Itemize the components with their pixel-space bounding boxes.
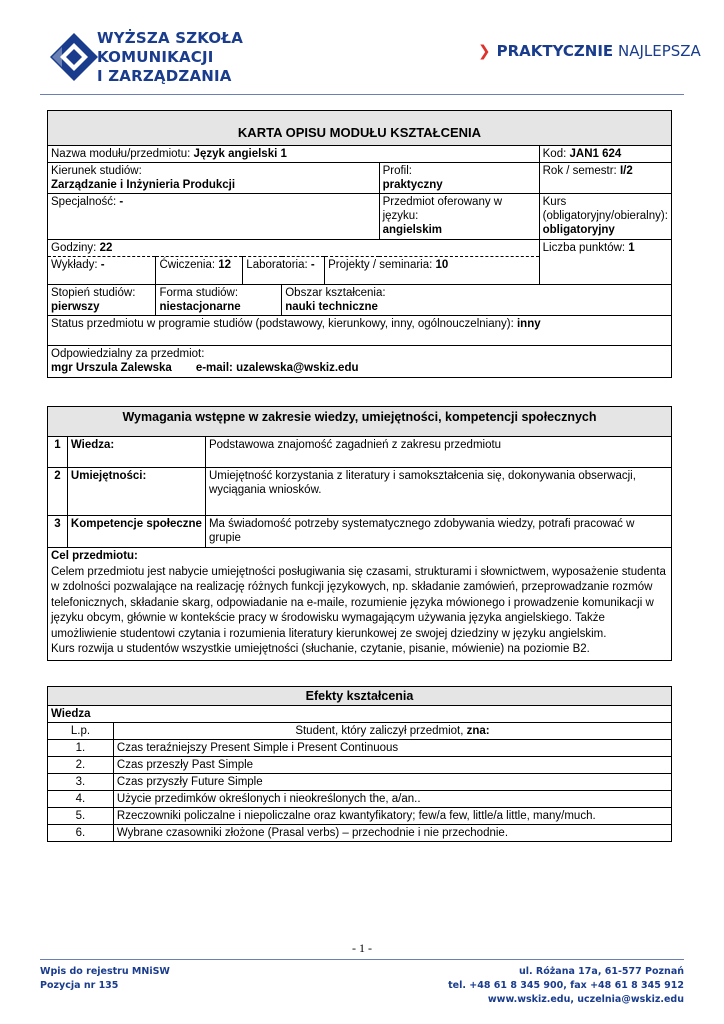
effects-table (47, 686, 672, 842)
direction-label: Kierunek studiów: (51, 165, 142, 177)
projects-label: Projekty / seminaria: (328, 259, 433, 271)
exercises-cell (156, 257, 243, 285)
slogan-bold: PRAKTYCZNIE (496, 42, 614, 60)
effect-num: 1. (48, 740, 114, 757)
course-type-value: obligatoryjny (542, 224, 615, 236)
responsible-label: Odpowiedzialny za przedmiot: (51, 348, 205, 360)
language-cell (379, 194, 539, 240)
year-label: Rok / semestr: (542, 165, 617, 177)
hours-value: 22 (99, 242, 113, 254)
effect-text: Użycie przedimków określonych i nieokreślonych the, a/an.. (113, 791, 671, 808)
phone-fax: tel. +48 61 8 345 900, fax +48 61 8 345 912 (448, 980, 684, 991)
exercises-label: Ćwiczenia: (159, 259, 216, 271)
form-label: Forma studiów: (159, 287, 239, 299)
responsible-cell (48, 346, 672, 378)
effects-section-label: Wiedza (48, 706, 672, 723)
effects-desc-bold: zna: (466, 725, 490, 737)
effect-num: 5. (48, 808, 114, 825)
goal-text: Celem przedmiotu jest nabycie umiejętności posługiwania się czasami, strukturami i słownictwem, wyposażenie studenta w zdolności pozwalające na realizację różnych funkcji językowych, np. składanie zamówień, przeprowadzanie rozmów telefonicznych, składanie skarg, odpowiadanie na e-maile, rozumienie języka mówionego i prowadzenie komunikacji w języku obcym, głównie w kontekście pracy w środowisku wymagającym używania języka angielskiego. Także umożliwienie studentowi czytania i rozumienia literatury kierunkowej ze swojej dziedziny w języku angielskim. (51, 565, 666, 640)
chevron-right-icon: ❯ (478, 42, 491, 60)
code-value: JAN1 624 (569, 148, 622, 160)
direction-cell (48, 163, 380, 194)
points-value: 1 (628, 242, 635, 254)
effect-text: Czas przeszły Past Simple (113, 757, 671, 774)
course-type-label: Kurs (obligatoryjny/obieralny): (542, 196, 668, 222)
points-cell (539, 240, 671, 285)
effect-text: Wybrane czasowniki złożone (Prasal verbs) – przechodnie i nie przechodnie. (113, 825, 671, 842)
school-name-line-3: I ZARZĄDZANIA (97, 67, 232, 85)
lectures-cell (48, 257, 156, 285)
specialty-value: - (119, 196, 124, 208)
projects-cell (325, 257, 539, 285)
contact-info (448, 965, 684, 1007)
area-cell (282, 285, 672, 316)
effect-text: Rzeczowniki policzalne i niepoliczalne oraz kwantyfikatory; few/a few, little/a little, many/much. (113, 808, 671, 825)
profile-cell (379, 163, 539, 194)
registry-line-2: Pozycja nr 135 (40, 980, 119, 991)
effect-num: 4. (48, 791, 114, 808)
goal-text-2: Kurs rozwija u studentów wszystkie umiejętności (słuchanie, czytanie, pisanie, mówienie) na poziomie B2. (51, 643, 590, 655)
registry-line-1: Wpis do rejestru MNiSW (40, 966, 170, 977)
effect-num: 6. (48, 825, 114, 842)
direction-value: Zarządzanie i Inżynieria Produkcji (51, 179, 236, 191)
status-cell (48, 316, 672, 346)
school-name-line-2: KOMUNIKACJI (97, 48, 214, 66)
degree-label: Stopień studiów: (51, 287, 136, 299)
slogan-rest: NAJLEPSZA (617, 42, 701, 60)
header-divider (40, 94, 684, 95)
area-value: nauki techniczne (285, 301, 378, 313)
status-value: inny (516, 318, 541, 330)
effect-text: Czas teraźniejszy Present Simple i Present Continuous (113, 740, 671, 757)
address: ul. Różana 17a, 61-577 Poznań (518, 966, 684, 977)
degree-cell (48, 285, 156, 316)
exercises-value: 12 (218, 259, 232, 271)
req-text: Umiejętność korzystania z literatury i samokształcenia się, dokonywania obserwacji, wyciągania wniosków. (205, 468, 671, 516)
lectures-value: - (100, 259, 105, 271)
school-logo-icon (48, 31, 100, 83)
hours-label: Godziny: (51, 242, 97, 254)
web-email: www.wskiz.edu, uczelnia@wskiz.edu (487, 994, 684, 1005)
projects-value: 10 (435, 259, 449, 271)
req-label: Wiedza: (67, 437, 205, 468)
specialty-label: Specjalność: (51, 196, 117, 208)
lp-header: L.p. (48, 723, 114, 740)
page-number: - 1 - (352, 941, 372, 955)
code-label: Kod: (542, 148, 567, 160)
lectures-label: Wykłady: (51, 259, 98, 271)
profile-label: Profil: (382, 165, 412, 177)
responsible-email: e-mail: uzalewska@wskiz.edu (195, 362, 359, 374)
req-num: 2 (48, 468, 68, 516)
code-cell (539, 146, 671, 163)
goal-label: Cel przedmiotu: (51, 550, 138, 562)
goal-cell (48, 548, 672, 661)
effects-desc-text: Student, który zaliczył przedmiot, (295, 725, 464, 737)
course-type-cell (539, 194, 671, 240)
form-value: niestacjonarne (159, 301, 241, 313)
card-title: KARTA OPISU MODUŁU KSZTAŁCENIA (48, 111, 672, 146)
lab-label: Laboratoria: (246, 259, 308, 271)
effects-title: Efekty kształcenia (48, 687, 672, 706)
year-value: I/2 (619, 165, 633, 177)
footer-divider (40, 959, 684, 960)
requirements-table (47, 406, 672, 661)
effects-desc-header (113, 723, 671, 740)
school-name-line-1: WYŻSZA SZKOŁA (97, 29, 244, 47)
requirements-title: Wymagania wstępne w zakresie wiedzy, umiejętności, kompetencji społecznych (48, 407, 672, 437)
req-label: Kompetencje społeczne (67, 516, 205, 548)
module-value: Język angielski 1 (193, 148, 287, 160)
status-label: Status przedmiotu w programie studiów (podstawowy, kierunkowy, inny, ogólnouczelniany): (51, 318, 514, 330)
profile-value: praktyczny (382, 179, 443, 191)
req-num: 1 (48, 437, 68, 468)
req-num: 3 (48, 516, 68, 548)
effect-text: Czas przyszły Future Simple (113, 774, 671, 791)
hours-cell (48, 240, 540, 257)
req-text: Podstawowa znajomość zagadnień z zakresu przedmiotu (205, 437, 671, 468)
lab-value: - (310, 259, 315, 271)
points-label: Liczba punktów: (542, 242, 626, 254)
effect-num: 3. (48, 774, 114, 791)
slogan (478, 42, 701, 60)
effect-num: 2. (48, 757, 114, 774)
area-label: Obszar kształcenia: (285, 287, 386, 299)
form-cell (156, 285, 282, 316)
registry-info (40, 965, 170, 993)
module-name-cell (48, 146, 540, 163)
year-cell (539, 163, 671, 194)
responsible-name: mgr Urszula Zalewska (51, 362, 172, 374)
module-card-table (47, 110, 672, 378)
req-label: Umiejętności: (67, 468, 205, 516)
language-label: Przedmiot oferowany w języku: (382, 196, 503, 222)
specialty-cell (48, 194, 380, 240)
module-label: Nazwa modułu/przedmiotu: (51, 148, 191, 160)
req-text: Ma świadomość potrzeby systematycznego zdobywania wiedzy, potrafi pracować w grupie (205, 516, 671, 548)
degree-value: pierwszy (51, 301, 100, 313)
lab-cell (243, 257, 325, 285)
language-value: angielskim (382, 224, 443, 236)
